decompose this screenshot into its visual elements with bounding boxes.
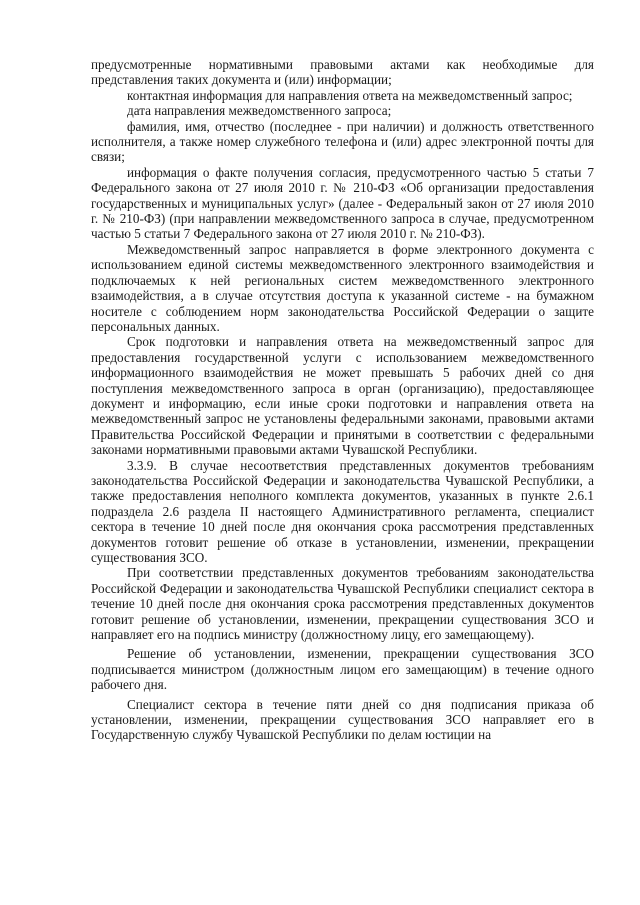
paragraph: Срок подготовки и направления ответа на межведомственный запрос для предоставления государственной услуги с использованием межведомственного информационного взаимодействия не может превышать 5 рабочих дней со дня поступления межведомственного запроса в орган (организацию), предоставляющее документ и информацию, если иные сроки подготовки и направления ответа на межведомственный запрос не установлены федеральными законами, правовыми актами Правительства Российской Федерации и принятыми в соответствии с федеральными законами нормативными правовыми актами Чувашской Республики. bbox=[91, 334, 594, 458]
paragraph: дата направления межведомственного запроса; bbox=[127, 103, 392, 119]
paragraph: информация о факте получения согласия, предусмотренного частью 5 статьи 7 Федерального закона от 27 июля 2010 г. № 210-ФЗ «Об организации предоставления государственных и муниципальных услуг» (далее - Федеральный закон от 27 июля 2010 г. № 210-ФЗ) (при направлении межведомственного запроса в случае, предусмотренном частью 5 статьи 7 Федерального закона от 27 июля 2010 г. № 210-ФЗ). bbox=[91, 164, 594, 242]
paragraph: контактная информация для направления ответа на межведомственный запрос; bbox=[127, 87, 573, 103]
paragraph: 3.3.9. В случае несоответствия представленных документов требованиям законодательства Российской Федерации и законодательства Чувашской Республики, а также предоставления неполного комплекта документов, указанных в пункте 2.6.1 подраздела 2.6 раздела II настоящего Административного регламента, специалист сектора в течение 10 дней после дня окончания срока рассмотрения представленных документов готовит решение об отказе в установлении, изменении, прекращении существования ЗСО. bbox=[91, 457, 594, 565]
paragraph: Межведомственный запрос направляется в форме электронного документа с использованием единой системы межведомственного электронного взаимодействия и подключаемых к ней региональных систем межведомственного электронного взаимодействия, а в случае отсутствия доступа к указанной системе - на бумажном носителе с соблюдением норм законодательства Российской Федерации о защите персональных данных. bbox=[91, 241, 594, 334]
paragraph: Решение об установлении, изменении, прекращении существования ЗСО подписывается министром (должностным лицом его замещающим) в течение одного рабочего дня. bbox=[91, 646, 594, 693]
paragraph: фамилия, имя, отчество (последнее - при наличии) и должность ответственного исполнителя, а также номер служебного телефона и (или) адрес электронной почты для связи; bbox=[91, 118, 594, 165]
document-body bbox=[91, 57, 594, 743]
paragraph: предусмотренные нормативными правовыми актами как необходимые для представления таких документа и (или) информации; bbox=[91, 57, 594, 88]
paragraph: При соответствии представленных документов требованиям законодательства Российской Федерации и законодательства Чувашской Республики специалист сектора в течение 10 дней после дня окончания срока рассмотрения представленных документов готовит решение об установлении, изменении, прекращении существования ЗСО и направляет его на подпись министру (должностному лицу, его замещающему). bbox=[91, 565, 594, 643]
paragraph: Специалист сектора в течение пяти дней со дня подписания приказа об установлении, изменении, прекращении существования ЗСО направляет его в Государственную службу Чувашской Республики по делам юстиции на bbox=[91, 696, 594, 743]
